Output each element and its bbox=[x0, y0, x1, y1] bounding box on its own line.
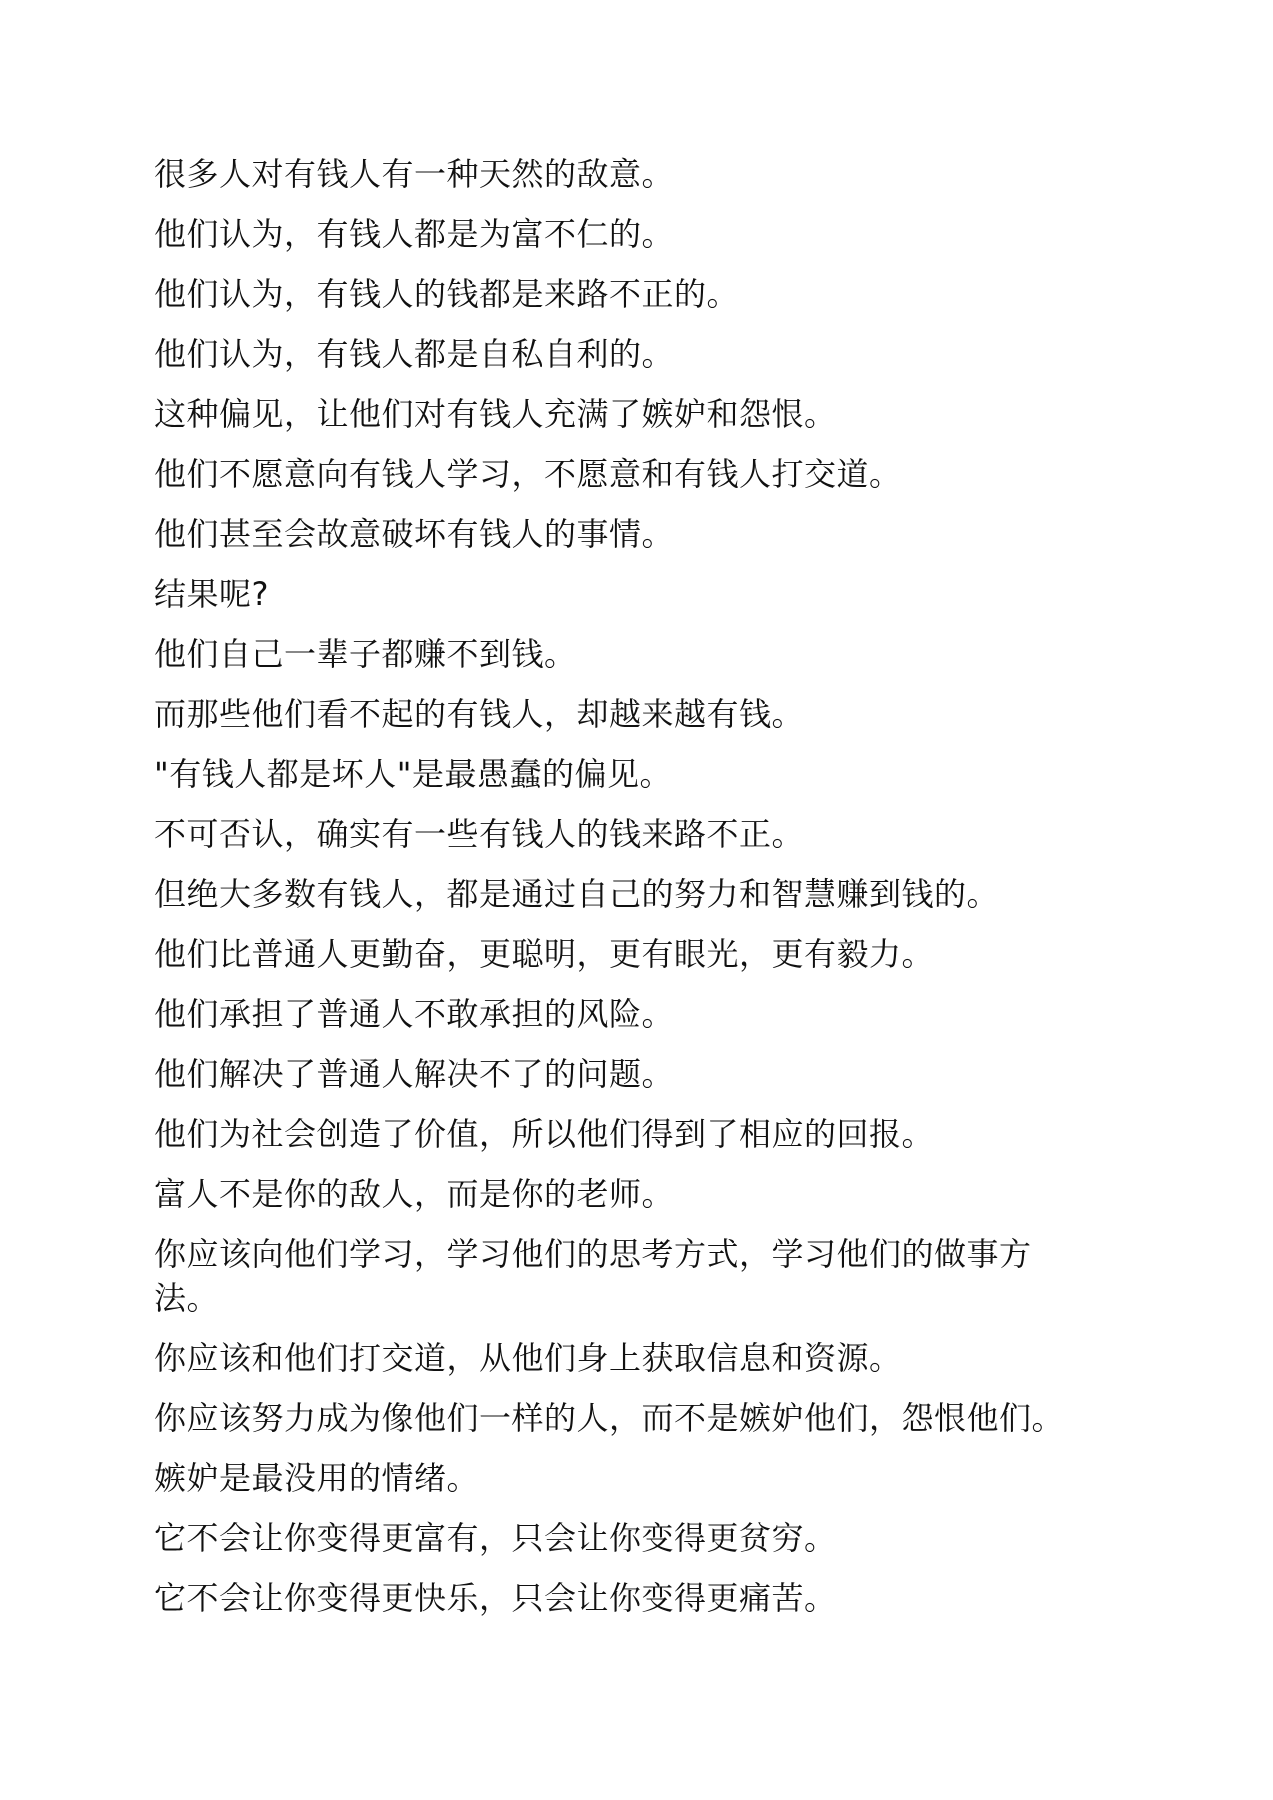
text-line: 结果呢? bbox=[154, 575, 269, 613]
text-line: 你应该努力成为像他们一样的人，而不是嫉妒他们，怨恨他们。 bbox=[154, 1399, 1065, 1437]
text-line: 嫉妒是最没用的情绪。 bbox=[154, 1459, 480, 1497]
document-body bbox=[154, 152, 1094, 1636]
text-line: 他们认为，有钱人都是为富不仁的。 bbox=[154, 215, 675, 253]
text-line: 不可否认，确实有一些有钱人的钱来路不正。 bbox=[154, 815, 805, 853]
text-line: 它不会让你变得更快乐，只会让你变得更痛苦。 bbox=[154, 1579, 837, 1617]
text-line: 这种偏见，让他们对有钱人充满了嫉妒和怨恨。 bbox=[154, 395, 837, 433]
text-line: 他们比普通人更勤奋，更聪明，更有眼光，更有毅力。 bbox=[154, 935, 935, 973]
text-line: "有钱人都是坏人"是最愚蠢的偏见。 bbox=[154, 755, 672, 793]
text-line: 他们不愿意向有钱人学习，不愿意和有钱人打交道。 bbox=[154, 455, 902, 493]
text-line: 他们认为，有钱人的钱都是来路不正的。 bbox=[154, 275, 740, 313]
text-line: 你应该和他们打交道，从他们身上获取信息和资源。 bbox=[154, 1339, 902, 1377]
text-line: 他们自己一辈子都赚不到钱。 bbox=[154, 635, 577, 673]
text-line: 很多人对有钱人有一种天然的敌意。 bbox=[154, 155, 675, 193]
text-line: 而那些他们看不起的有钱人，却越来越有钱。 bbox=[154, 695, 805, 733]
text-line: 但绝大多数有钱人，都是通过自己的努力和智慧赚到钱的。 bbox=[154, 875, 1000, 913]
text-line: 富人不是你的敌人，而是你的老师。 bbox=[154, 1175, 675, 1213]
text-line: 他们为社会创造了价值，所以他们得到了相应的回报。 bbox=[154, 1115, 935, 1153]
text-line: 他们解决了普通人解决不了的问题。 bbox=[154, 1055, 675, 1093]
text-line: 它不会让你变得更富有，只会让你变得更贫穷。 bbox=[154, 1519, 837, 1557]
text-line: 他们认为，有钱人都是自私自利的。 bbox=[154, 335, 675, 373]
text-line: 他们承担了普通人不敢承担的风险。 bbox=[154, 995, 675, 1033]
text-line: 他们甚至会故意破坏有钱人的事情。 bbox=[154, 515, 675, 553]
text-line: 你应该向他们学习，学习他们的思考方式，学习他们的做事方法。 bbox=[154, 1235, 1032, 1317]
